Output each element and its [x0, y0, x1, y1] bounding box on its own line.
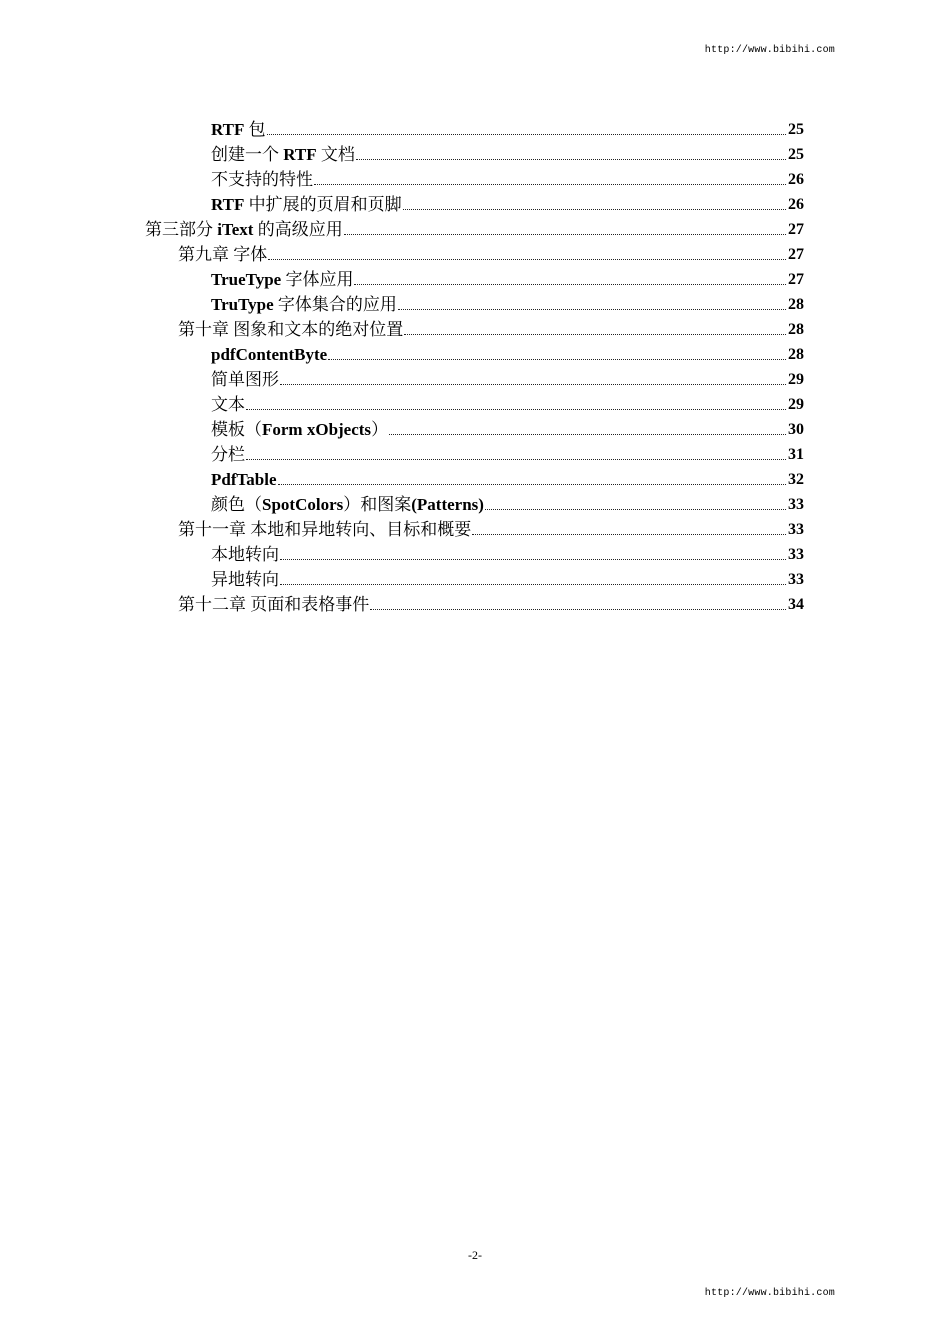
toc-entry[interactable]	[211, 391, 804, 415]
toc-page-number: 33	[788, 521, 804, 538]
dot-leader	[403, 209, 786, 210]
toc-chapter-entry[interactable]	[178, 516, 804, 540]
toc-page-number: 27	[788, 271, 804, 288]
toc-entry[interactable]	[211, 441, 804, 465]
toc-entry-label: RTF 中扩展的页眉和页脚	[211, 195, 402, 214]
toc-entry[interactable]	[211, 491, 804, 515]
dot-leader	[280, 584, 786, 585]
toc-page-number: 31	[788, 446, 804, 463]
toc-entry[interactable]	[211, 291, 804, 315]
toc-entry-label: 第十一章 本地和异地转向、目标和概要	[178, 520, 472, 539]
toc-page-number: 28	[788, 296, 804, 313]
toc-entry-label: 第十章 图象和文本的绝对位置	[178, 320, 404, 339]
dot-leader	[370, 609, 786, 610]
toc-entry-label: RTF 包	[211, 120, 266, 139]
page-number: -2-	[468, 1248, 482, 1262]
dot-leader	[314, 184, 786, 185]
toc-entry[interactable]	[211, 341, 804, 365]
toc-entry[interactable]	[211, 541, 804, 565]
dot-leader	[344, 234, 786, 235]
dot-leader	[472, 534, 786, 535]
dot-leader	[354, 284, 786, 285]
toc-page-number: 32	[788, 471, 804, 488]
toc-entry[interactable]	[211, 366, 804, 390]
dot-leader	[268, 259, 786, 260]
dot-leader	[246, 409, 786, 410]
toc-page-number: 28	[788, 346, 804, 363]
toc-page-number: 25	[788, 146, 804, 163]
toc-entry-label: 模板（Form xObjects）	[211, 420, 389, 439]
toc-entry[interactable]	[211, 116, 804, 140]
toc-entry-label: PdfTable	[211, 470, 277, 489]
toc-page-number: 28	[788, 321, 804, 338]
header-url[interactable]: http://www.bibihi.com	[704, 45, 835, 56]
toc-entry[interactable]	[211, 191, 804, 215]
dot-leader	[280, 559, 786, 560]
toc-entry[interactable]	[211, 466, 804, 490]
dot-leader	[398, 309, 786, 310]
toc-page-number: 33	[788, 571, 804, 588]
toc-entry-label: 创建一个 RTF 文档	[211, 145, 355, 164]
dot-leader	[485, 509, 786, 510]
toc-page-number: 34	[788, 596, 804, 613]
toc-entry[interactable]	[211, 266, 804, 290]
toc-entry-label: 第十二章 页面和表格事件	[178, 595, 370, 614]
toc-page-number: 29	[788, 396, 804, 413]
toc-entry-label: 不支持的特性	[211, 170, 313, 189]
toc-page-number: 33	[788, 496, 804, 513]
toc-page-number: 29	[788, 371, 804, 388]
toc-page-number: 25	[788, 121, 804, 138]
dot-leader	[328, 359, 786, 360]
toc-entry-label: 分栏	[211, 445, 245, 464]
toc-part-entry[interactable]	[145, 216, 804, 240]
toc-page-number: 26	[788, 196, 804, 213]
toc-entry-label: 文本	[211, 395, 245, 414]
toc-entry-label: TruType 字体集合的应用	[211, 295, 397, 314]
toc-chapter-entry[interactable]	[178, 241, 804, 265]
dot-leader	[356, 159, 786, 160]
dot-leader	[389, 434, 786, 435]
toc-entry-label: TrueType 字体应用	[211, 270, 354, 289]
toc-page-number: 30	[788, 421, 804, 438]
toc-entry-label: 本地转向	[211, 545, 279, 564]
dot-leader	[404, 334, 786, 335]
toc-page-number: 26	[788, 171, 804, 188]
dot-leader	[246, 459, 786, 460]
dot-leader	[278, 484, 786, 485]
toc-page-number: 33	[788, 546, 804, 563]
toc-entry[interactable]	[211, 166, 804, 190]
toc-chapter-entry[interactable]	[178, 591, 804, 615]
toc-page-number: 27	[788, 221, 804, 238]
toc-entry-label: 第三部分 iText 的高级应用	[145, 220, 343, 239]
dot-leader	[267, 134, 786, 135]
toc-entry-label: 颜色（SpotColors）和图案(Patterns)	[211, 495, 484, 514]
toc-entry[interactable]	[211, 416, 804, 440]
toc-chapter-entry[interactable]	[178, 316, 804, 340]
toc-entry[interactable]	[211, 566, 804, 590]
toc-page-number: 27	[788, 246, 804, 263]
toc-entry-label: 异地转向	[211, 570, 279, 589]
toc-entry-label: 第九章 字体	[178, 245, 268, 264]
toc-entry-label: 简单图形	[211, 370, 279, 389]
dot-leader	[280, 384, 786, 385]
toc-entry[interactable]	[211, 141, 804, 165]
footer-url[interactable]: http://www.bibihi.com	[704, 1288, 835, 1299]
toc-entry-label: pdfContentByte	[211, 345, 328, 364]
